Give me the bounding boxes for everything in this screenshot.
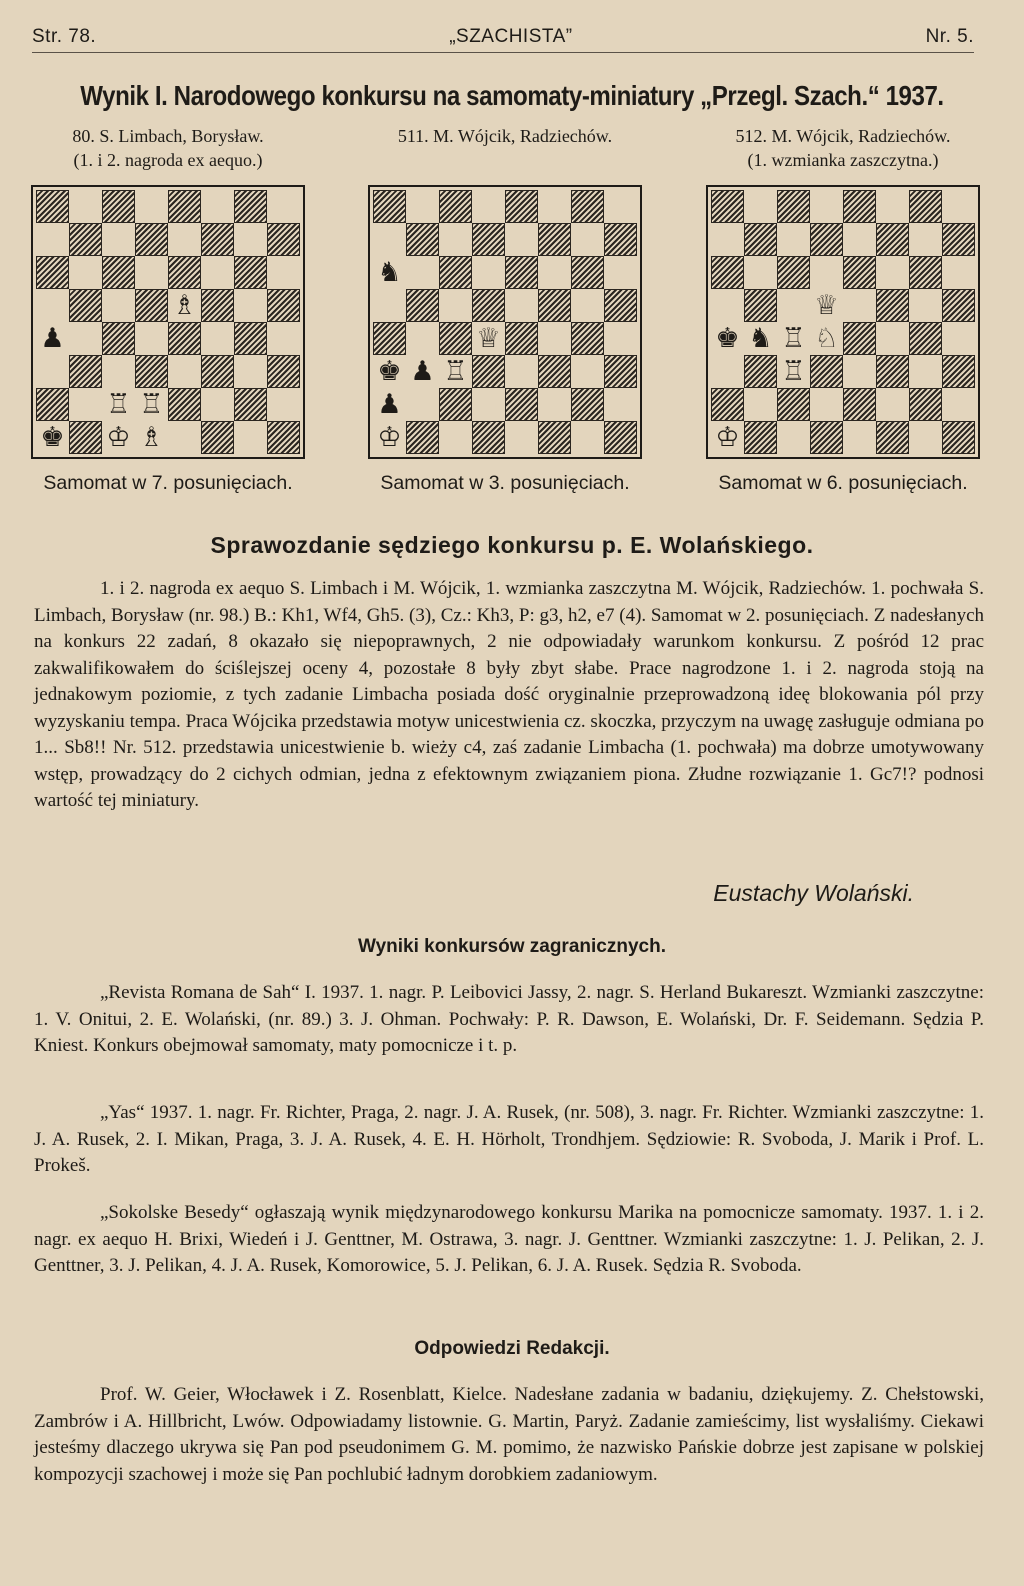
chess-piece: ♚ <box>711 322 744 355</box>
board-square <box>36 256 69 289</box>
board-square <box>439 223 472 256</box>
board-square <box>538 322 571 355</box>
board-square <box>472 289 505 322</box>
board-square <box>36 388 69 421</box>
board-square <box>604 355 637 388</box>
chess-piece: ♟ <box>406 355 439 388</box>
issue-number: Nr. 5. <box>925 26 974 47</box>
board-square <box>472 256 505 289</box>
board-square <box>843 355 876 388</box>
board-square <box>604 388 637 421</box>
chessboard <box>36 190 300 454</box>
board-square <box>942 256 975 289</box>
board-square <box>909 355 942 388</box>
board-square <box>201 355 234 388</box>
board-square <box>234 322 267 355</box>
board-square <box>942 223 975 256</box>
board-square <box>406 421 439 454</box>
board-square <box>267 190 300 223</box>
board-square <box>876 190 909 223</box>
board-square <box>36 355 69 388</box>
board-square <box>744 256 777 289</box>
board-square <box>604 223 637 256</box>
board-square <box>234 388 267 421</box>
board-square <box>505 355 538 388</box>
board-square <box>406 223 439 256</box>
chess-piece: ♕ <box>810 289 843 322</box>
board-square <box>439 289 472 322</box>
board-square <box>102 355 135 388</box>
board-square <box>505 190 538 223</box>
chess-piece: ♔ <box>711 421 744 454</box>
board-square <box>810 256 843 289</box>
board-square <box>571 421 604 454</box>
board-square <box>942 322 975 355</box>
board-square <box>711 388 744 421</box>
board-square <box>102 322 135 355</box>
board-square <box>267 388 300 421</box>
board-square <box>604 322 637 355</box>
board-square <box>909 223 942 256</box>
board-square <box>102 289 135 322</box>
board-square <box>472 421 505 454</box>
chess-piece: ♖ <box>777 322 810 355</box>
page-header <box>32 18 974 53</box>
board-square <box>168 256 201 289</box>
board-square <box>777 289 810 322</box>
board-square <box>711 190 744 223</box>
board-square <box>69 388 102 421</box>
board-square <box>201 190 234 223</box>
chess-piece: ♔ <box>102 421 135 454</box>
board-square <box>571 355 604 388</box>
chess-piece: ♖ <box>777 355 810 388</box>
diagram-caption: Samomat w 6. posunięciach. <box>718 472 968 494</box>
board-square <box>102 190 135 223</box>
board-square <box>571 322 604 355</box>
board-square <box>234 223 267 256</box>
board-square <box>472 355 505 388</box>
board-square <box>909 388 942 421</box>
board-square <box>942 388 975 421</box>
board-square <box>201 256 234 289</box>
board-square <box>439 388 472 421</box>
board-square <box>168 322 201 355</box>
chess-piece: ♖ <box>439 355 472 388</box>
board-square <box>472 190 505 223</box>
board-square <box>234 421 267 454</box>
board-square <box>406 256 439 289</box>
chess-piece: ♔ <box>373 421 406 454</box>
board-square <box>538 190 571 223</box>
board-square <box>777 421 810 454</box>
board-square <box>604 190 637 223</box>
board-square <box>777 190 810 223</box>
page-number: Str. 78. <box>32 26 97 47</box>
board-square <box>909 289 942 322</box>
board-square <box>168 223 201 256</box>
board-square <box>876 421 909 454</box>
foreign-result-sokolske-besedy: „Sokolske Besedy“ ogłaszają wynik międzynarodowego konkursu Marika na pomocnicze samomaty. 1937. 1. i 2. nagr. ex aequo H. Brixi, Wiedeń i J. Genttner, M. Ostrawa, 3. nagr. J. Genttner. Wzmianki zaszczytne: 1. J. Pelikan, 2. J. Genttner, 3. J. Pelikan, 4. J. A. Rusek, Komorowice, 5. J. Pelikan, 6. J. A. Rusek. Sędzia R. Svoboda. <box>34 1202 984 1276</box>
board-square <box>876 388 909 421</box>
board-square <box>876 289 909 322</box>
board-square <box>843 289 876 322</box>
judge-signature: Eustachy Wolański. <box>713 880 914 906</box>
board-square <box>604 256 637 289</box>
board-square <box>810 223 843 256</box>
board-square <box>201 289 234 322</box>
board-square <box>36 223 69 256</box>
chess-piece: ♖ <box>102 388 135 421</box>
board-square <box>505 322 538 355</box>
board-square <box>69 322 102 355</box>
board-square <box>744 355 777 388</box>
journal-name: „SZACHISTA” <box>449 26 573 47</box>
diagram-heading: 512. M. Wójcik, Radziechów. <box>735 126 951 146</box>
board-square <box>439 256 472 289</box>
board-square <box>571 388 604 421</box>
board-square <box>505 388 538 421</box>
board-square <box>406 388 439 421</box>
board-square <box>538 289 571 322</box>
board-square <box>744 289 777 322</box>
board-square <box>843 421 876 454</box>
board-square <box>843 256 876 289</box>
chess-piece: ♞ <box>373 256 406 289</box>
board-square <box>135 190 168 223</box>
board-square <box>439 421 472 454</box>
board-square <box>406 322 439 355</box>
diagram-heading: 511. M. Wójcik, Radziechów. <box>397 126 613 146</box>
board-square <box>777 256 810 289</box>
board-square <box>538 223 571 256</box>
chess-piece: ♕ <box>472 322 505 355</box>
board-square <box>571 223 604 256</box>
board-square <box>909 256 942 289</box>
board-square <box>406 289 439 322</box>
chess-piece: ♖ <box>135 388 168 421</box>
diagram-caption: Samomat w 3. posunięciach. <box>380 472 630 494</box>
board-square <box>439 190 472 223</box>
board-square <box>505 289 538 322</box>
board-square <box>267 355 300 388</box>
board-square <box>711 223 744 256</box>
board-square <box>267 322 300 355</box>
chess-diagram-80 <box>13 126 323 495</box>
board-square <box>168 388 201 421</box>
board-square <box>538 421 571 454</box>
board-square <box>69 355 102 388</box>
board-square <box>201 223 234 256</box>
board-square <box>909 322 942 355</box>
board-square <box>942 289 975 322</box>
chess-piece: ♗ <box>135 421 168 454</box>
foreign-results-heading: Wyniki konkursów zagranicznych. <box>358 936 666 957</box>
chess-diagram-512 <box>688 126 998 495</box>
board-square <box>843 322 876 355</box>
board-square <box>571 289 604 322</box>
board-square <box>36 289 69 322</box>
board-square <box>267 421 300 454</box>
board-square <box>234 355 267 388</box>
board-square <box>406 190 439 223</box>
report-paragraph: 1. i 2. nagroda ex aequo S. Limbach i M. Wójcik, 1. wzmianka zaszczytna M. Wójcik, Radziechów. 1. pochwała S. Limbach, Borysław (nr. 98.) B.: Kh1, Wf4, Gh5. (3), Cz.: Kh3, P: g3, h2, e7 (4). Samomat w 2. posunięciach. Z nadesłanych na konkurs 22 zadań, 8 okazało się niepoprawnych, 2 nie odpowiadały warunkom konkursu. Z pośród 12 prac zakwalifikowałem do ściślejszej oceny 4, pozostałe 8 były zbyt słabe. Prace nagrodzone 1. i 2. nagroda stoją na jednakowym poziomie, z tych zadanie Limbacha posiada dość oryginalnie przeprowadzoną ideę blokowania pól przy wyzyskaniu tempa. Praca Wójcika przedstawia motyw unicestwienia cz. skoczka, przyczym na uwagę zasługuje odmiana po 1... Sb8!! Nr. 512. przedstawia unicestwienie b. wieży c4, zaś zadanie Limbacha (1. pochwała) ma dobrze umotywowany wstęp, prowadzący do 2 cichych odmian, jedna z efektownym związaniem piona. Złudne rozwiązanie 1. Gc7!? podnosi wartość tej miniatury. <box>34 578 984 811</box>
diagram-award: (1. i 2. nagroda ex aequo.) <box>73 150 263 170</box>
board-square <box>135 355 168 388</box>
board-square <box>810 190 843 223</box>
report-heading: Sprawozdanie sędziego konkursu p. E. Wolańskiego. <box>210 532 814 558</box>
board-square <box>909 190 942 223</box>
board-square <box>168 355 201 388</box>
board-square <box>373 289 406 322</box>
board-square <box>538 355 571 388</box>
page-title: Wynik I. Narodowego konkursu na samomaty-miniatury „Przegl. Szach.“ 1937. <box>80 80 944 111</box>
board-square <box>876 256 909 289</box>
board-square <box>777 388 810 421</box>
board-square <box>234 289 267 322</box>
board-square <box>538 388 571 421</box>
board-square <box>505 223 538 256</box>
board-square <box>843 190 876 223</box>
board-square <box>843 223 876 256</box>
board-square <box>942 355 975 388</box>
board-square <box>168 190 201 223</box>
board-square <box>69 223 102 256</box>
board-square <box>201 322 234 355</box>
board-square <box>810 355 843 388</box>
board-square <box>942 190 975 223</box>
board-square <box>744 190 777 223</box>
board-square <box>505 421 538 454</box>
board-square <box>373 190 406 223</box>
board-square <box>810 421 843 454</box>
board-square <box>744 223 777 256</box>
board-square <box>777 223 810 256</box>
board-square <box>267 223 300 256</box>
board-square <box>69 421 102 454</box>
chess-piece: ♘ <box>810 322 843 355</box>
board-square <box>135 289 168 322</box>
chess-piece: ♚ <box>373 355 406 388</box>
editorial-answers-paragraph: Prof. W. Geier, Włocławek i Z. Rosenblatt, Kielce. Nadesłane zadania w badaniu, dziękujemy. Z. Chełstowski, Zambrów i A. Hillbricht, Lwów. Odpowiadamy listownie. G. Martin, Paryż. Zadanie zamieścimy, list wysłaliśmy. Ciekawi jesteśmy dlaczego ukrywa się Pan pod pseudonimem G. M. pomimo, że nazwisko Pańskie dobrze jest zapisane w polskiej kompozycji szachowej i może się Pan pochlubić ładnym dorobkiem zadaniowym. <box>34 1384 984 1485</box>
board-square <box>168 421 201 454</box>
diagram-award: (1. wzmianka zaszczytna.) <box>747 150 939 170</box>
chessboard-frame <box>31 185 305 459</box>
board-square <box>201 421 234 454</box>
chessboard <box>373 190 637 454</box>
board-square <box>102 223 135 256</box>
board-square <box>472 388 505 421</box>
diagram-award <box>350 150 660 172</box>
board-square <box>135 322 168 355</box>
chess-piece: ♞ <box>744 322 777 355</box>
chess-diagram-511 <box>350 126 660 495</box>
board-square <box>604 421 637 454</box>
board-square <box>267 289 300 322</box>
board-square <box>267 256 300 289</box>
board-square <box>744 388 777 421</box>
chess-piece: ♟ <box>373 388 406 421</box>
board-square <box>876 223 909 256</box>
board-square <box>538 256 571 289</box>
board-square <box>69 190 102 223</box>
board-square <box>942 421 975 454</box>
board-square <box>505 256 538 289</box>
board-square <box>571 190 604 223</box>
diagram-caption: Samomat w 7. posunięciach. <box>43 472 293 494</box>
board-square <box>472 223 505 256</box>
board-square <box>711 256 744 289</box>
editorial-answers-heading: Odpowiedzi Redakcji. <box>414 1338 610 1359</box>
diagram-heading: 80. S. Limbach, Borysław. <box>72 126 264 146</box>
board-square <box>843 388 876 421</box>
board-square <box>373 322 406 355</box>
chess-piece: ♟ <box>36 322 69 355</box>
board-square <box>744 421 777 454</box>
board-square <box>439 322 472 355</box>
board-square <box>711 289 744 322</box>
board-square <box>201 388 234 421</box>
board-square <box>604 289 637 322</box>
board-square <box>571 256 604 289</box>
foreign-result-yas: „Yas“ 1937. 1. nagr. Fr. Richter, Praga, 2. nagr. J. A. Rusek, (nr. 508), 3. nagr. Fr. Richter. Wzmianki zaszczytne: 1. J. A. Rusek, 2. I. Mikan, Praga, 3. J. A. Rusek, 4. E. H. Hörholt, Trondhjem. Sędziowie: R. Svoboda, J. Marik i Prof. L. Prokeš. <box>34 1102 984 1176</box>
board-square <box>876 322 909 355</box>
board-square <box>69 256 102 289</box>
foreign-result-revista-romana: „Revista Romana de Sah“ I. 1937. 1. nagr. P. Leibovici Jassy, 2. nagr. S. Herland Bukareszt. Wzmianki zaszczytne: 1. V. Onitui, 2. E. Wolański, (nr. 89.) 3. J. Ohman. Pochwały: P. R. Dawson, E. Wolański, Dr. F. Seidemann. Sędzia P. Kniest. Konkurs obejmował samomaty, maty pomocnicze i t. p. <box>34 982 984 1056</box>
chess-piece: ♚ <box>36 421 69 454</box>
board-square <box>373 223 406 256</box>
chess-piece: ♗ <box>168 289 201 322</box>
board-square <box>234 190 267 223</box>
board-square <box>135 256 168 289</box>
board-square <box>234 256 267 289</box>
board-square <box>135 223 168 256</box>
chessboard <box>711 190 975 454</box>
board-square <box>909 421 942 454</box>
board-square <box>102 256 135 289</box>
board-square <box>69 289 102 322</box>
chessboard-frame <box>368 185 642 459</box>
board-square <box>711 355 744 388</box>
board-square <box>876 355 909 388</box>
board-square <box>810 388 843 421</box>
chessboard-frame <box>706 185 980 459</box>
board-square <box>36 190 69 223</box>
